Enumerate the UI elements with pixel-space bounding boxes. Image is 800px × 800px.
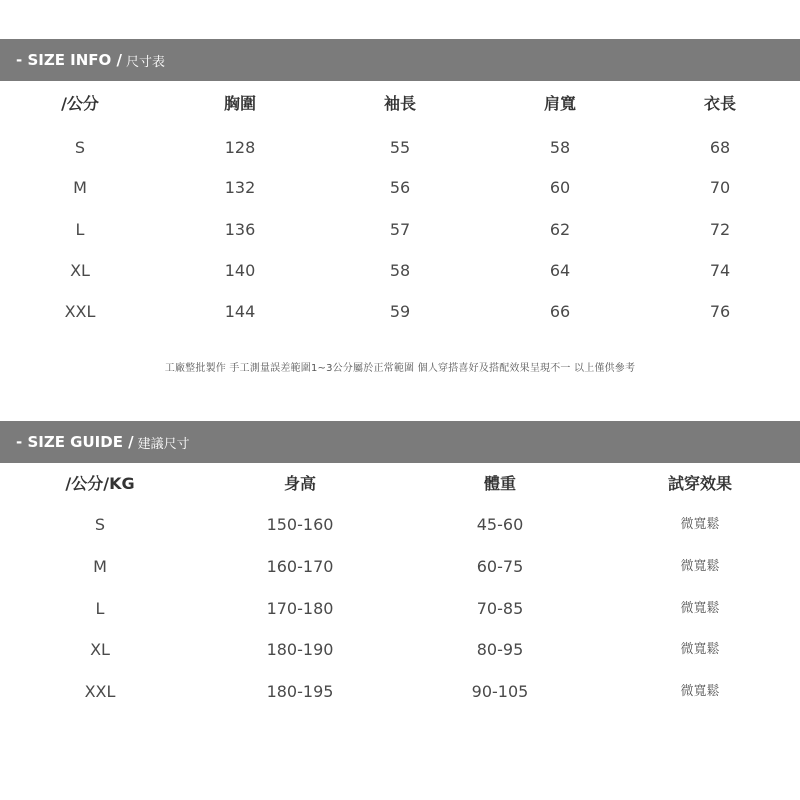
table-cell: 45-60 xyxy=(476,515,524,534)
size-info-title-en: - SIZE INFO / xyxy=(16,51,123,69)
column-header: /公分 xyxy=(61,94,99,113)
table-cell: 微寬鬆 xyxy=(680,601,720,616)
table-cell: 62 xyxy=(549,220,571,239)
table-header-row xyxy=(0,464,800,504)
table-cell: 56 xyxy=(389,178,411,197)
size-info-title-zh: 尺寸表 xyxy=(126,54,166,70)
measurement-note: 工廠整批製作 手工測量誤差範圍1~3公分屬於正常範圍 個人穿搭喜好及搭配效果呈現不一 以上僅供參考 xyxy=(164,363,636,374)
table-cell: 180-195 xyxy=(266,682,334,701)
column-header: 肩寬 xyxy=(543,94,577,113)
table-cell: S xyxy=(94,515,106,534)
table-cell: 140 xyxy=(224,261,256,280)
table-cell: 72 xyxy=(709,220,731,239)
table-cell: XXL xyxy=(64,302,96,321)
table-cell: 70-85 xyxy=(476,599,524,618)
table-cell: 微寬鬆 xyxy=(680,642,720,657)
table-cell: S xyxy=(74,138,86,157)
size-guide-title-zh: 建議尺寸 xyxy=(137,436,190,452)
table-cell: L xyxy=(95,599,105,618)
table-cell: 55 xyxy=(389,138,411,157)
table-cell: 128 xyxy=(224,138,256,157)
table-cell: 64 xyxy=(549,261,571,280)
table-cell: 80-95 xyxy=(476,640,524,659)
table-cell: 57 xyxy=(389,220,411,239)
table-cell: 59 xyxy=(389,302,411,321)
table-row xyxy=(0,168,800,208)
table-cell: 60 xyxy=(549,178,571,197)
table-cell: 70 xyxy=(709,178,731,197)
column-header: 胸圍 xyxy=(223,94,257,113)
table-cell: 58 xyxy=(549,138,571,157)
table-row xyxy=(0,210,800,250)
table-row xyxy=(0,589,800,629)
size-info-header xyxy=(0,39,800,81)
table-cell: 90-105 xyxy=(471,682,529,701)
table-row xyxy=(0,505,800,545)
table-cell: 74 xyxy=(709,261,731,280)
table-cell: 微寬鬆 xyxy=(680,559,720,574)
table-row xyxy=(0,292,800,332)
table-cell: 66 xyxy=(549,302,571,321)
table-cell: 微寬鬆 xyxy=(680,684,720,699)
column-header: 體重 xyxy=(483,474,517,493)
table-cell: 58 xyxy=(389,261,411,280)
table-cell: M xyxy=(93,557,107,576)
table-header-row xyxy=(0,84,800,124)
column-header: 衣長 xyxy=(703,94,737,113)
table-cell: XL xyxy=(90,640,110,659)
table-cell: 144 xyxy=(224,302,256,321)
table-cell: 160-170 xyxy=(266,557,334,576)
column-header: 試穿效果 xyxy=(667,474,733,493)
table-cell: 微寬鬆 xyxy=(680,517,720,532)
table-cell: 150-160 xyxy=(266,515,334,534)
column-header: 身高 xyxy=(283,474,317,493)
table-cell: 180-190 xyxy=(266,640,334,659)
table-row xyxy=(0,630,800,670)
table-row xyxy=(0,672,800,712)
table-cell: XXL xyxy=(84,682,116,701)
table-cell: 170-180 xyxy=(266,599,334,618)
table-cell: M xyxy=(73,178,87,197)
table-row xyxy=(0,251,800,291)
size-guide-header xyxy=(0,421,800,463)
column-header: /公分/KG xyxy=(65,474,135,493)
size-guide-title-en: - SIZE GUIDE / xyxy=(16,433,134,451)
table-cell: 76 xyxy=(709,302,731,321)
table-cell: XL xyxy=(70,261,90,280)
table-cell: 60-75 xyxy=(476,557,524,576)
table-cell: 136 xyxy=(224,220,256,239)
table-row xyxy=(0,128,800,168)
table-cell: L xyxy=(75,220,85,239)
table-cell: 132 xyxy=(224,178,256,197)
column-header: 袖長 xyxy=(383,94,417,113)
table-cell: 68 xyxy=(709,138,731,157)
table-row xyxy=(0,547,800,587)
